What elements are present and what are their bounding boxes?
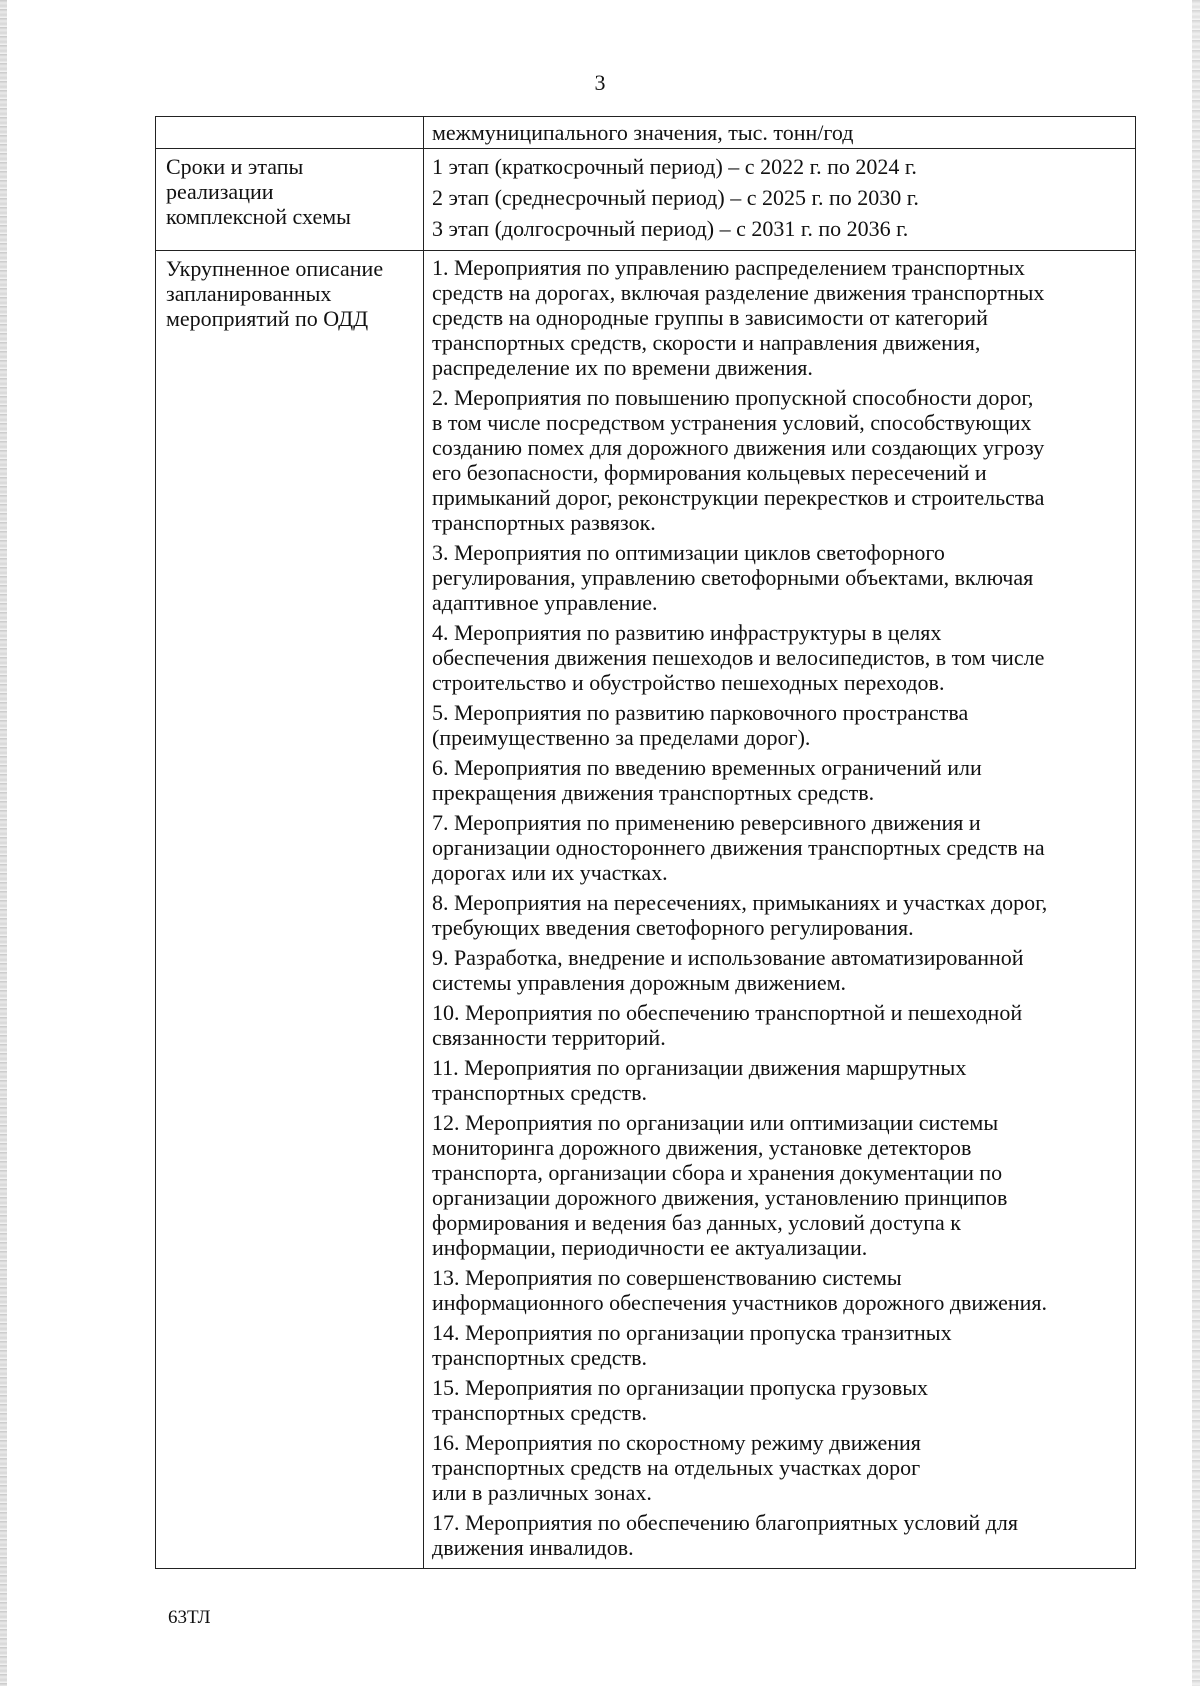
measure-item	[432, 255, 1129, 380]
scan-edge-right	[1192, 0, 1200, 1686]
measure-line: прекращения движения транспортных средств.	[432, 780, 875, 805]
table-row-measures	[156, 251, 1136, 1569]
measure-item	[432, 1000, 1129, 1050]
measure-line: транспортных развязок.	[432, 510, 656, 535]
measure-line: информации, периодичности ее актуализации.	[432, 1235, 868, 1260]
measure-line: 3. Мероприятия по оптимизации циклов светофорного	[432, 540, 945, 565]
measure-item	[432, 1320, 1129, 1370]
measure-line: 10. Мероприятия по обеспечению транспортной и пешеходной	[432, 1000, 1023, 1025]
measure-item	[432, 810, 1129, 885]
label-line: Укрупненное описание	[166, 256, 384, 281]
measure-line: 2. Мероприятия по повышению пропускной способности дорог,	[432, 385, 1034, 410]
row-label-measures	[156, 251, 424, 1569]
measure-line: обеспечения движения пешеходов и велосипедистов, в том числе	[432, 645, 1045, 670]
measure-line: 4. Мероприятия по развитию инфраструктуры в целях	[432, 620, 942, 645]
measure-line: 17. Мероприятия по обеспечению благоприятных условий для	[432, 1510, 1018, 1535]
measure-line: системы управления дорожным движением.	[432, 970, 847, 995]
measure-line: транспорта, организации сбора и хранения документации по	[432, 1160, 1003, 1185]
measure-item	[432, 1110, 1129, 1260]
measure-line: транспортных средств.	[432, 1080, 648, 1105]
measure-item	[432, 385, 1129, 535]
measure-line: организации дорожного движения, установлению принципов	[432, 1185, 1008, 1210]
measure-item	[432, 620, 1129, 695]
measure-line: 12. Мероприятия по организации или оптимизации системы	[432, 1110, 999, 1135]
footer-code: 63ТЛ	[168, 1607, 211, 1628]
measure-line: движения инвалидов.	[432, 1535, 634, 1560]
stage-item: 2 этап (среднесрочный период) – с 2025 г. по 2030 г.	[432, 185, 919, 210]
measure-line: 7. Мероприятия по применению реверсивного движения и	[432, 810, 981, 835]
measure-line: строительство и обустройство пешеходных переходов.	[432, 670, 945, 695]
measure-line: распределение их по времени движения.	[432, 355, 813, 380]
measure-line: адаптивное управление.	[432, 590, 658, 615]
measure-line: 5. Мероприятия по развитию парковочного пространства	[432, 700, 969, 725]
table-row-continuation	[156, 117, 1136, 149]
row-label-stages	[156, 149, 424, 251]
measure-line: средств на дорогах, включая разделение движения транспортных	[432, 280, 1045, 305]
label-line: реализации	[166, 179, 274, 204]
measure-line: 6. Мероприятия по введению временных ограничений или	[432, 755, 982, 780]
measure-line: мониторинга дорожного движения, установке детекторов	[432, 1135, 972, 1160]
measure-line: 9. Разработка, внедрение и использование автоматизированной	[432, 945, 1024, 970]
label-line: запланированных	[166, 281, 332, 306]
measure-line: транспортных средств.	[432, 1345, 648, 1370]
measure-line: 14. Мероприятия по организации пропуска транзитных	[432, 1320, 952, 1345]
label-line: Сроки и этапы	[166, 154, 304, 179]
measure-item	[432, 945, 1129, 995]
measure-line: 16. Мероприятия по скоростному режиму движения	[432, 1430, 921, 1455]
scheme-passport-table	[155, 116, 1136, 1569]
row-value-stages	[424, 149, 1136, 251]
measure-item	[432, 700, 1129, 750]
row-value-measures	[424, 251, 1136, 1569]
measure-line: требующих введения светофорного регулирования.	[432, 915, 914, 940]
page-number: 3	[594, 70, 606, 95]
measure-item	[432, 755, 1129, 805]
measure-line: транспортных средств на отдельных участках дорог	[432, 1455, 921, 1480]
measure-line: в том числе посредством устранения условий, способствующих	[432, 410, 1032, 435]
measure-line: связанности территорий.	[432, 1025, 666, 1050]
stage-item: 1 этап (краткосрочный период) – с 2022 г. по 2024 г.	[432, 154, 917, 179]
measure-item	[432, 1265, 1129, 1315]
measure-line: дорогах или их участках.	[432, 860, 668, 885]
label-line: комплексной схемы	[166, 204, 351, 229]
measure-line: регулирования, управлению светофорными объектами, включая	[432, 565, 1034, 590]
measure-line: 13. Мероприятия по совершенствованию системы	[432, 1265, 902, 1290]
row-value-continuation	[424, 117, 1136, 149]
measure-line: 1. Мероприятия по управлению распределением транспортных	[432, 255, 1025, 280]
measure-line: или в различных зонах.	[432, 1480, 652, 1505]
measure-line: 11. Мероприятия по организации движения маршрутных	[432, 1055, 967, 1080]
measure-line: транспортных средств.	[432, 1400, 648, 1425]
label-line: мероприятий по ОДД	[166, 306, 369, 331]
measure-line: его безопасности, формирования кольцевых пересечений и	[432, 460, 987, 485]
stage-item: 3 этап (долгосрочный период) – с 2031 г. по 2036 г.	[432, 216, 909, 241]
measure-line: (преимущественно за пределами дорог).	[432, 725, 811, 750]
row-label-empty	[156, 117, 424, 149]
measure-line: созданию помех для дорожного движения или создающих угрозу	[432, 435, 1045, 460]
measure-line: информационного обеспечения участников дорожного движения.	[432, 1290, 1048, 1315]
measure-item	[432, 540, 1129, 615]
measure-item	[432, 1510, 1129, 1560]
measure-item	[432, 1375, 1129, 1425]
measure-line: средств на однородные группы в зависимости от категорий	[432, 305, 988, 330]
measure-line: 15. Мероприятия по организации пропуска грузовых	[432, 1375, 928, 1400]
measure-line: 8. Мероприятия на пересечениях, примыканиях и участках дорог,	[432, 890, 1048, 915]
measure-line: транспортных средств, скорости и направления движения,	[432, 330, 981, 355]
measure-item	[432, 1430, 1129, 1505]
measure-item	[432, 890, 1129, 940]
measure-line: организации одностороннего движения транспортных средств на	[432, 835, 1045, 860]
measure-item	[432, 1055, 1129, 1105]
continuation-text: межмуниципального значения, тыс. тонн/год	[432, 120, 854, 145]
measure-line: формирования и ведения баз данных, условий доступа к	[432, 1210, 961, 1235]
scan-edge-left	[0, 0, 7, 1686]
table-row-stages	[156, 149, 1136, 251]
measure-line: примыканий дорог, реконструкции перекрестков и строительства	[432, 485, 1045, 510]
